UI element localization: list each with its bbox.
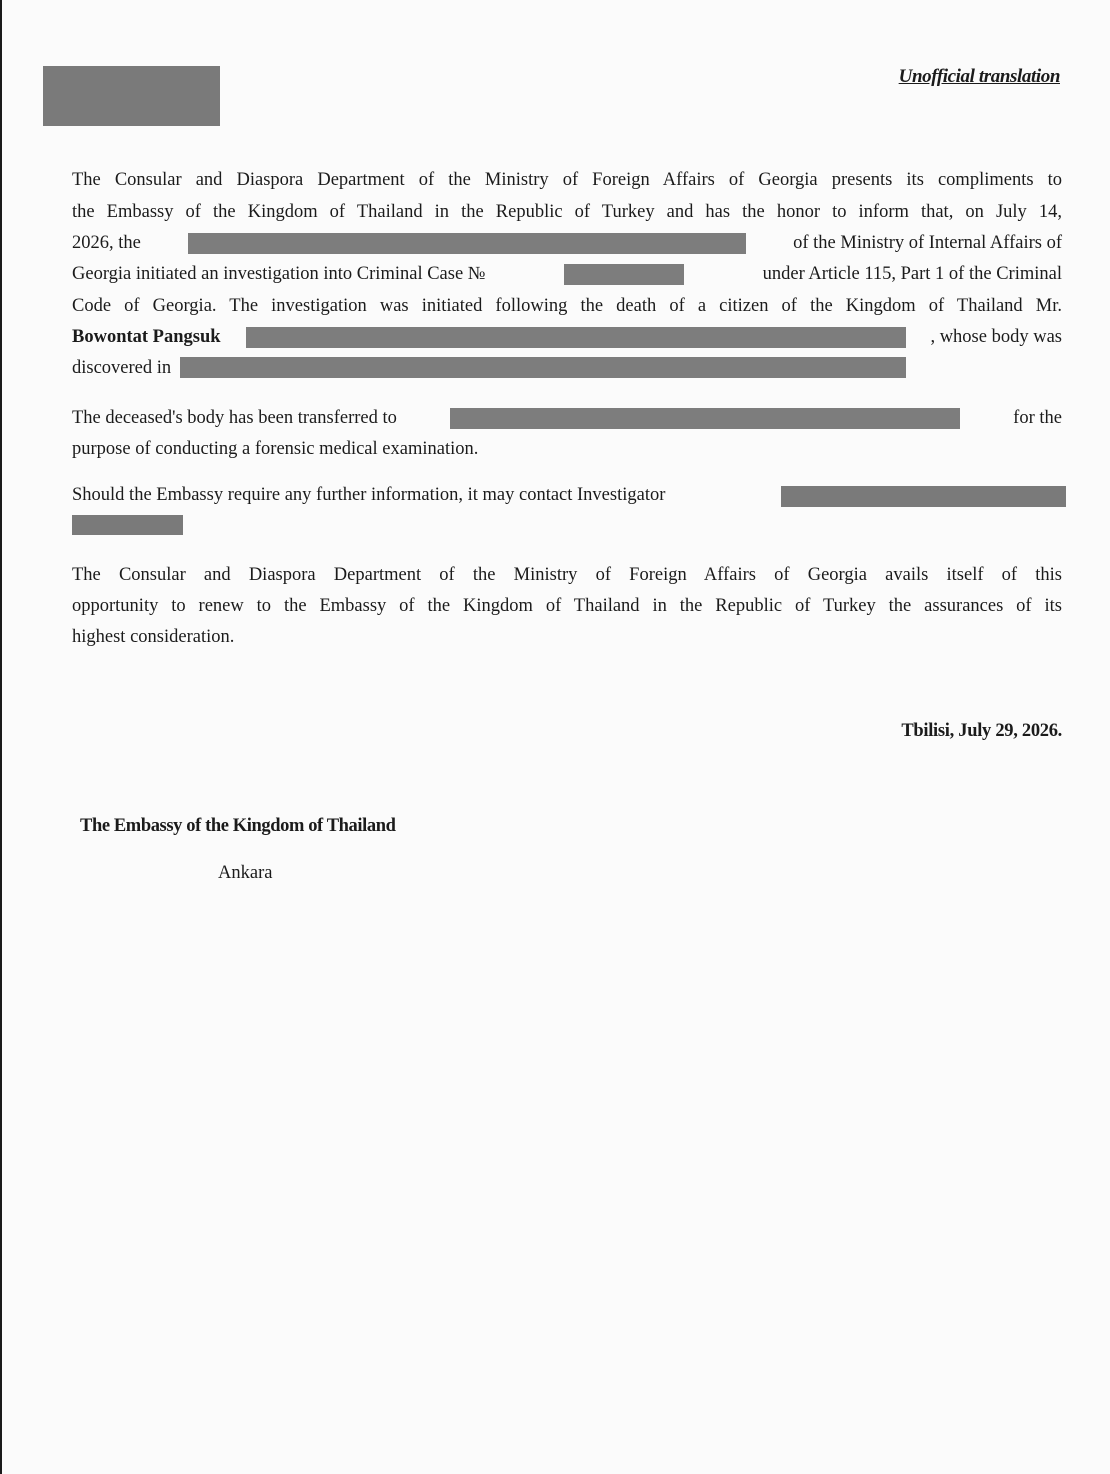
- paragraph4-line1: [72, 563, 1062, 587]
- redacted-investigator-contact: [72, 515, 183, 535]
- paragraph1-text-4a: Georgia initiated an investigation into Criminal Case №: [72, 264, 486, 284]
- redacted-case-number: [564, 264, 684, 285]
- paragraph1-line1: [72, 168, 1062, 192]
- paragraph1-text-1: The Consular and Diaspora Department of the Ministry of Foreign Affairs of Georgia presents its compliments to: [72, 170, 1062, 190]
- paragraph4-text-2: opportunity to renew to the Embassy of the Kingdom of Thailand in the Republic of Turkey the assurances of its: [72, 596, 1062, 616]
- paragraph1-line2: [72, 200, 1062, 224]
- redacted-investigator-name: [781, 486, 1066, 507]
- paragraph2-text-2: purpose of conducting a forensic medical examination.: [72, 439, 479, 459]
- paragraph1-text-3a: 2026, the: [72, 233, 141, 253]
- paragraph1-line5: [72, 294, 1062, 318]
- paragraph1-text-5: Code of Georgia. The investigation was initiated following the death of a citizen of the Kingdom of Thailand Mr.: [72, 296, 1062, 316]
- paragraph4-text-3: highest consideration.: [72, 627, 235, 647]
- paragraph1-text-6b: , whose body was: [930, 327, 1062, 347]
- paragraph1-text-2: the Embassy of the Kingdom of Thailand in the Republic of Turkey and has the honor to inform that, on July 14,: [72, 202, 1062, 222]
- paragraph2-line1: [72, 406, 1062, 430]
- paragraph2-text-1b: for the: [1013, 408, 1062, 428]
- paragraph2-line2: [72, 437, 1062, 461]
- paragraph2-text-1a: The deceased's body has been transferred to: [72, 408, 397, 428]
- paragraph1-text-4b: under Article 115, Part 1 of the Criminal: [762, 264, 1062, 284]
- paragraph3-text-1: Should the Embassy require any further information, it may contact Investigator: [72, 485, 666, 505]
- redacted-facility: [450, 408, 960, 429]
- addressee-name: The Embassy of the Kingdom of Thailand: [80, 816, 396, 836]
- deceased-name: Bowontat Pangsuk: [72, 327, 221, 347]
- addressee-city: Ankara: [218, 863, 273, 883]
- paragraph1-line3: [72, 231, 1062, 255]
- redacted-personal-details: [246, 327, 906, 348]
- paragraph1-line4: [72, 262, 1062, 286]
- paragraph1-line7: [72, 356, 1062, 380]
- unofficial-translation-label: Unofficial translation: [898, 66, 1060, 87]
- redacted-letterhead: [43, 66, 220, 126]
- place-and-date: Tbilisi, July 29, 2026.: [901, 721, 1062, 741]
- paragraph1-text-7a: discovered in: [72, 358, 172, 378]
- paragraph4-line2: [72, 594, 1062, 618]
- redacted-unit-name: [188, 233, 746, 254]
- redacted-location: [180, 357, 906, 378]
- paragraph4-line3: [72, 625, 1062, 649]
- paragraph1-text-3b: of the Ministry of Internal Affairs of: [793, 233, 1062, 253]
- paragraph4-text-1: The Consular and Diaspora Department of the Ministry of Foreign Affairs of Georgia avails itself of this: [72, 565, 1062, 585]
- paragraph1-line6: [72, 325, 1062, 349]
